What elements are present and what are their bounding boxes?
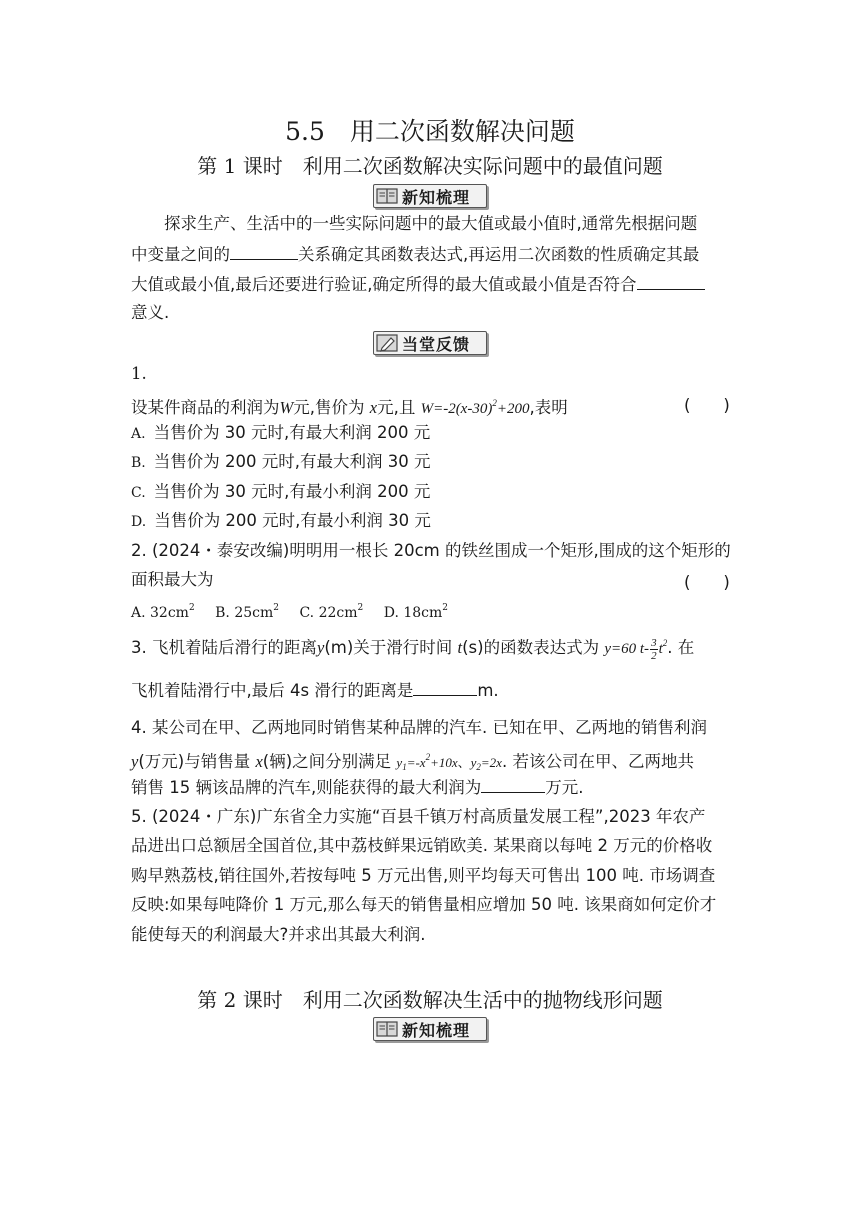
lesson2-title: 第 2 课时 利用二次函数解决生活中的抛物线形问题: [197, 988, 663, 1012]
book-icon: [376, 187, 398, 205]
q2-options: [131, 598, 448, 623]
q3-line-2: 飞机着陆滑行中,最后 4s 滑行的距离是 m.: [131, 681, 499, 700]
intro-line-1: 探求生产、生活中的一些实际问题中的最大值或最小值时,通常先根据问题: [164, 214, 698, 233]
q1-option-c[interactable]: C. 当售价为 30 元时,有最小利润 200 元: [131, 482, 431, 501]
q4-line-3: 销售 15 辆该品牌的汽车,则能获得的最大利润为 万元.: [131, 778, 584, 797]
q2-line-2: 面积最大为: [131, 570, 214, 589]
answer-blank[interactable]: [481, 776, 545, 793]
q2-answer-paren[interactable]: ( ): [684, 573, 730, 592]
intro-line-3: 大值或最小值,最后还要进行验证,确定所得的最大值或最小值是否符合: [131, 273, 705, 296]
q2-option-c[interactable]: C. $22cm^2$: [299, 603, 364, 621]
q1-option-a[interactable]: A. 当售价为 30 元时,有最大利润 200 元: [131, 423, 431, 442]
book-icon: [376, 1020, 398, 1038]
q4-line-2: y(万元)与销售量 x(辆)之间分别满足 $y_1=-x^2+10x$、$y_2=2x$. 若该公司在甲、乙两地共: [131, 752, 694, 772]
q2-line-1: 2. (2024・泰安改编)明明用一根长 20cm 的铁丝围成一个矩形,围成的这个矩形的: [131, 541, 731, 560]
q3-line-1: 3. 飞机着陆后滑行的距离y(m)关于滑行时间 t(s)的函数表达式为 y=60 t- $\frac{3}{2}$ $t^2$. 在: [131, 637, 695, 663]
new-knowledge-badge: 新知梳理: [373, 184, 487, 208]
q1-number: 1.: [131, 364, 147, 383]
q5-line-2: 品进出口总额居全国首位,其中荔枝鲜果远销欧美. 某果商以每吨 2 万元的价格收: [131, 836, 713, 855]
q4-formula: $y_1=-x^2+10x$、$y_2=2x$: [396, 752, 502, 772]
intro-line-2: 中变量之间的 关系确定其函数表达式,再运用二次函数的性质确定其最: [131, 245, 700, 264]
feedback-badge: 当堂反馈: [373, 331, 487, 355]
q1-answer-paren[interactable]: ( ): [684, 396, 730, 415]
q4-line-1: 4. 某公司在甲、乙两地同时销售某种品牌的汽车. 已知在甲、乙两地的销售利润: [131, 718, 707, 737]
answer-blank[interactable]: [637, 273, 705, 290]
q2-option-d[interactable]: D. $18cm^2$: [383, 603, 449, 621]
intro-line-4: 意义.: [131, 303, 170, 322]
q5-line-5: 能使每天的利润最大?并求出其最大利润.: [131, 925, 426, 944]
section-title: 5.5 用二次函数解决问题: [285, 117, 575, 146]
q5-line-1: 5. (2024・广东)广东省全力实施“百县千镇万村高质量发展工程”,2023 年农产: [131, 807, 706, 826]
q1-stem: 设某件商品的利润为W元,售价为 x元,且 $W=-2(x-30)^2+200$,表明: [131, 398, 568, 417]
answer-blank[interactable]: [230, 243, 298, 260]
q2-option-b[interactable]: B. $25cm^2$: [215, 603, 280, 621]
lesson1-title: 第 1 课时 利用二次函数解决实际问题中的最值问题: [197, 154, 663, 178]
q5-line-4: 反映:如果每吨降价 1 万元,那么每天的销售量相应增加 50 吨. 该果商如何定价才: [131, 895, 717, 914]
pencil-icon: [376, 334, 398, 352]
q1-option-d[interactable]: D. 当售价为 200 元时,有最小利润 30 元: [131, 511, 431, 530]
q2-option-a[interactable]: A. $32cm^2$: [131, 603, 195, 621]
answer-blank[interactable]: [413, 679, 477, 696]
q1-option-b[interactable]: B. 当售价为 200 元时,有最大利润 30 元: [131, 452, 431, 471]
lesson2-new-knowledge-badge: 新知梳理: [373, 1017, 487, 1041]
q3-formula: y=60 t- $\frac{3}{2}$ $t^2$: [604, 637, 668, 663]
q1-formula: $W=-2(x-30)^2+200$: [420, 398, 530, 417]
q5-line-3: 购早熟荔枝,销往国外,若按每吨 5 万元出售,则平均每天可售出 100 吨. 市场调查: [131, 866, 716, 885]
